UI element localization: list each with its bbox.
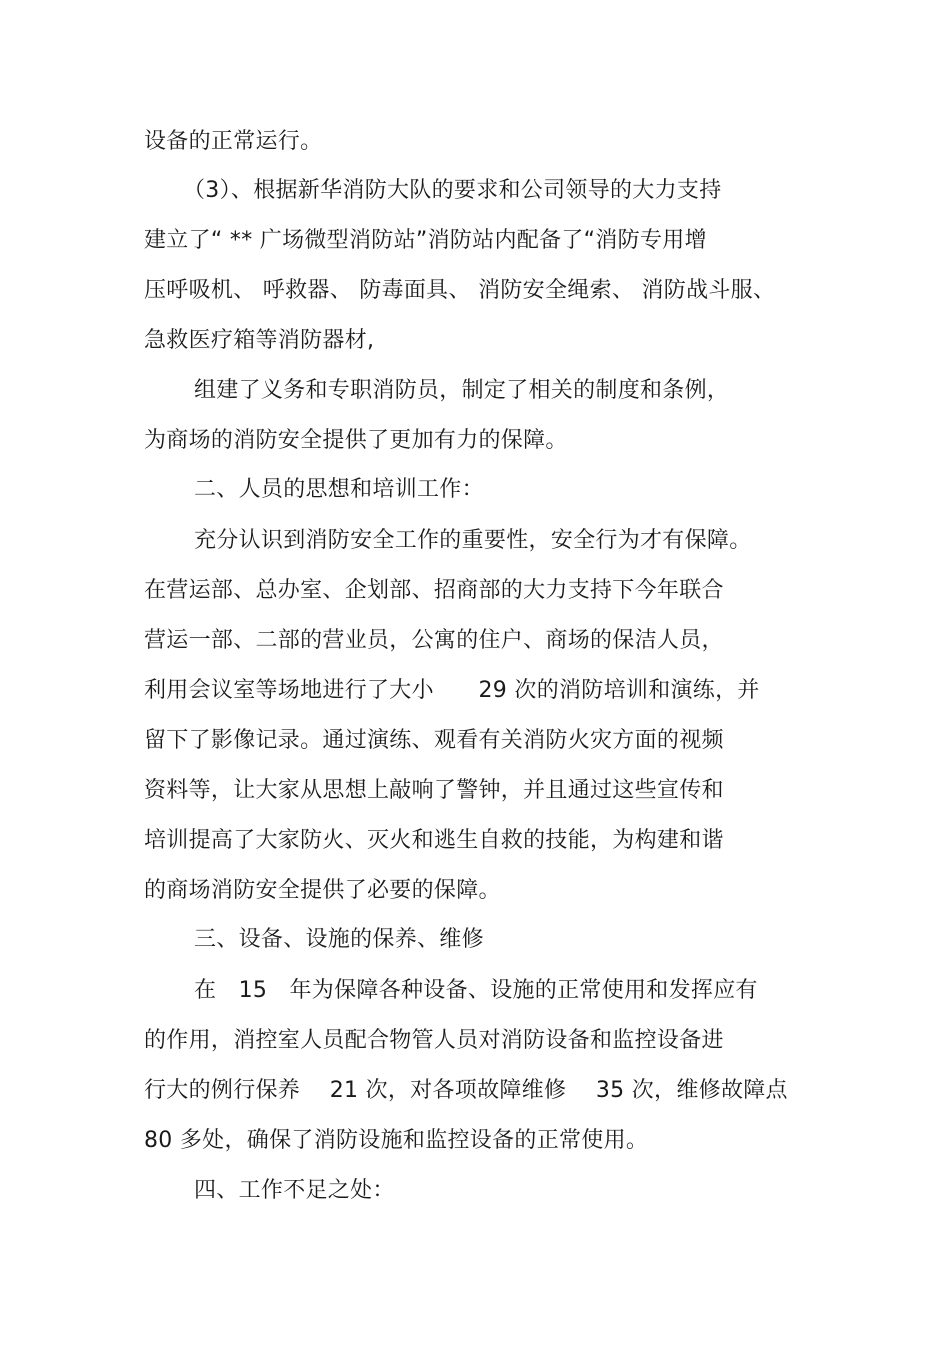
text-line: 设备的正常运行。 (144, 129, 323, 154)
section-heading: 四、工作不足之处： (194, 1178, 395, 1203)
section-heading: 二、人员的思想和培训工作： (194, 477, 484, 502)
text-line: 的商场消防安全提供了必要的保障。 (144, 878, 501, 903)
text-line: 在营运部、总办室、企划部、招商部的大力支持下今年联合 (144, 578, 724, 603)
text-line: 压呼吸机、 呼救器、 防毒面具、 消防安全绳索、 消防战斗服、 (144, 278, 776, 303)
text-line: 行大的例行保养 21 次，对各项故障维修 35 次，维修故障点 (144, 1078, 788, 1103)
text-line: 组建了义务和专职消防员，制定了相关的制度和条例， (194, 378, 730, 403)
text-line: （3）、根据新华消防大队的要求和公司领导的大力支持 (183, 178, 722, 203)
text-line: 的作用，消控室人员配合物管人员对消防设备和监控设备进 (144, 1028, 724, 1053)
section-heading: 三、设备、设施的保养、维修 (194, 927, 484, 952)
text-line: 留下了影像记录。通过演练、观看有关消防火灾方面的视频 (144, 728, 724, 753)
text-line: 充分认识到消防安全工作的重要性，安全行为才有保障。 (194, 528, 752, 553)
text-line: 为商场的消防安全提供了更加有力的保障。 (144, 428, 568, 453)
text-line: 急救医疗箱等消防器材, (144, 328, 375, 353)
text-line: 建立了“ ** 广场微型消防站”消防站内配备了“消防专用增 (144, 228, 707, 253)
text-line: 利用会议室等场地进行了大小 29 次的消防培训和演练，并 (144, 678, 760, 703)
text-line: 在 15 年为保障各种设备、设施的正常使用和发挥应有 (194, 978, 758, 1003)
text-line: 80 多处，确保了消防设施和监控设备的正常使用。 (144, 1128, 649, 1153)
text-line: 营运一部、二部的营业员，公寓的住户、商场的保洁人员， (144, 628, 724, 653)
text-line: 资料等，让大家从思想上敲响了警钟，并且通过这些宣传和 (144, 778, 724, 803)
text-line: 培训提高了大家防火、灭火和逃生自救的技能，为构建和谐 (144, 828, 724, 853)
